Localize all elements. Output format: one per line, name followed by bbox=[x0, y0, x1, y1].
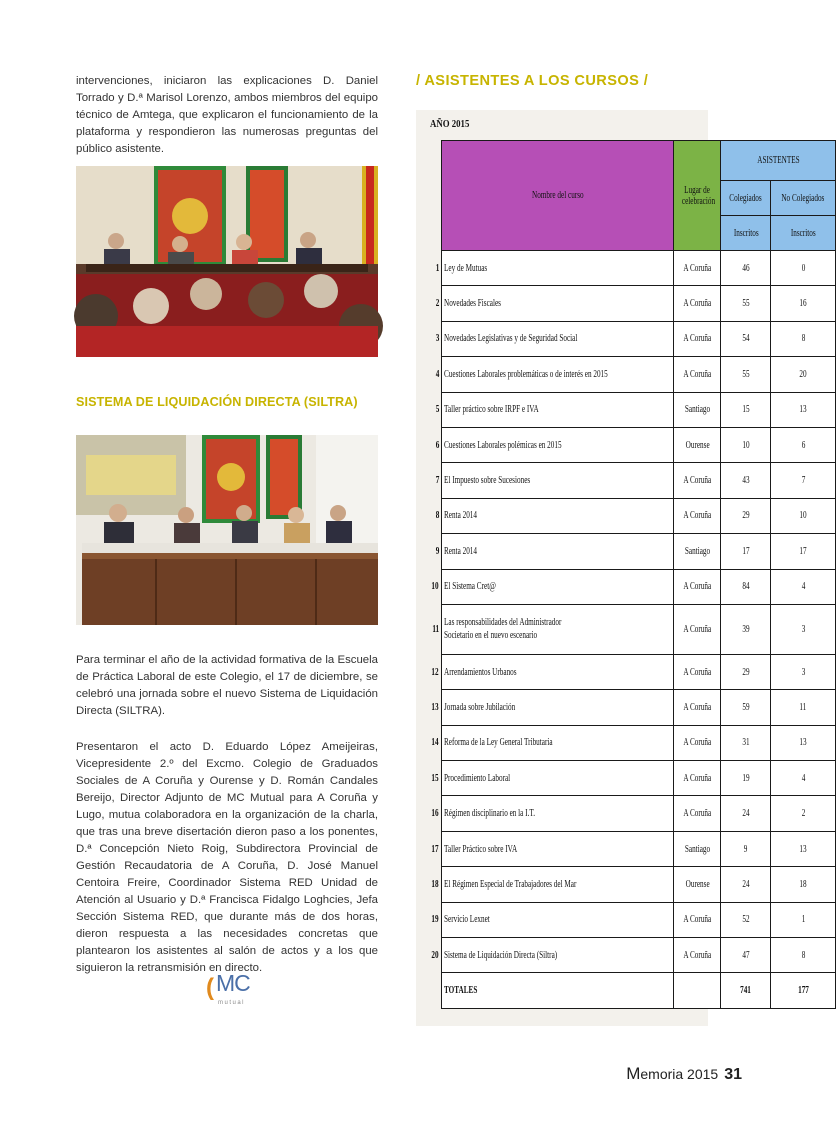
totals-label: TOTALES bbox=[442, 973, 674, 1009]
colegiados-count: 29 bbox=[721, 498, 771, 533]
totals-place bbox=[674, 973, 721, 1009]
colegiados-count: 55 bbox=[721, 357, 771, 392]
colegiados-count: 47 bbox=[721, 938, 771, 973]
row-number: 2 bbox=[435, 298, 440, 310]
table-row bbox=[428, 392, 836, 427]
colegiados-count: 39 bbox=[721, 604, 771, 654]
row-number: 18 bbox=[431, 878, 439, 890]
course-name: Procedimiento Laboral bbox=[442, 761, 674, 796]
colegiados-count: 46 bbox=[721, 251, 771, 286]
course-place: A Coruña bbox=[674, 796, 721, 831]
course-place: A Coruña bbox=[674, 604, 721, 654]
row-number: 20 bbox=[431, 949, 439, 961]
totals-row bbox=[428, 973, 836, 1009]
table-row bbox=[428, 321, 836, 356]
logo-mark: MC bbox=[216, 970, 250, 996]
row-number: 6 bbox=[435, 439, 440, 451]
table-row bbox=[428, 902, 836, 937]
colegiados-count: 31 bbox=[721, 725, 771, 760]
course-place: A Coruña bbox=[674, 761, 721, 796]
no-colegiados-count: 3 bbox=[771, 604, 836, 654]
colegiados-count: 52 bbox=[721, 902, 771, 937]
asistentes-table-scan bbox=[416, 110, 825, 1026]
course-name: Renta 2014 bbox=[442, 498, 674, 533]
table-row bbox=[428, 427, 836, 462]
colegiados-count: 54 bbox=[721, 321, 771, 356]
course-name: Novedades Fiscales bbox=[442, 286, 674, 321]
table-row bbox=[428, 831, 836, 866]
no-colegiados-count: 2 bbox=[771, 796, 836, 831]
table-year: AÑO 2015 bbox=[430, 118, 470, 130]
asistentes-title: / ASISTENTES A LOS CURSOS / bbox=[416, 73, 649, 89]
row-number: 11 bbox=[431, 623, 439, 635]
mc-mutual-logo bbox=[206, 970, 256, 1014]
course-name: Cuestiones Laborales problemáticas o de interés en 2015 bbox=[442, 357, 674, 392]
row-number: 3 bbox=[435, 333, 440, 345]
no-colegiados-count: 8 bbox=[771, 938, 836, 973]
no-colegiados-count: 13 bbox=[771, 392, 836, 427]
no-colegiados-count: 4 bbox=[771, 761, 836, 796]
table-row bbox=[428, 796, 836, 831]
course-place: Santiago bbox=[674, 534, 721, 569]
colegiados-count: 17 bbox=[721, 534, 771, 569]
header-course-name: Nombre del curso bbox=[442, 141, 674, 251]
row-number: 1 bbox=[435, 262, 440, 274]
table-row bbox=[428, 286, 836, 321]
course-place: Santiago bbox=[674, 831, 721, 866]
conference-photo-1 bbox=[76, 166, 378, 357]
colegiados-count: 19 bbox=[721, 761, 771, 796]
conference-photo-2 bbox=[76, 435, 378, 625]
colegiados-count: 15 bbox=[721, 392, 771, 427]
footer-word: emoria 2015 bbox=[640, 1066, 719, 1082]
course-name: Las responsabilidades del Administrador Societario en el nuevo escenario bbox=[442, 604, 674, 654]
course-name: El Régimen Especial de Trabajadores del Mar bbox=[442, 867, 674, 902]
table-row bbox=[428, 654, 836, 689]
course-place: A Coruña bbox=[674, 902, 721, 937]
table-row bbox=[428, 569, 836, 604]
course-name: Reforma de la Ley General Tributaria bbox=[442, 725, 674, 760]
course-name: Cuestiones Laborales polémicas en 2015 bbox=[442, 427, 674, 462]
no-colegiados-count: 6 bbox=[771, 427, 836, 462]
course-place: Ourense bbox=[674, 427, 721, 462]
course-place: Santiago bbox=[674, 392, 721, 427]
totals-colegiados: 741 bbox=[721, 973, 771, 1009]
page-footer bbox=[626, 1064, 742, 1084]
siltra-section-title: SISTEMA DE LIQUIDACIÓN DIRECTA (SILTRA) bbox=[76, 395, 358, 409]
course-place: A Coruña bbox=[674, 690, 721, 725]
no-colegiados-count: 13 bbox=[771, 831, 836, 866]
row-number: 16 bbox=[431, 808, 439, 820]
footer-initial: M bbox=[626, 1064, 641, 1083]
course-name: Arrendamientos Urbanos bbox=[442, 654, 674, 689]
page-number: 31 bbox=[724, 1066, 742, 1083]
row-number: 10 bbox=[431, 581, 439, 593]
course-place: A Coruña bbox=[674, 654, 721, 689]
table-row bbox=[428, 938, 836, 973]
no-colegiados-count: 17 bbox=[771, 534, 836, 569]
course-place: A Coruña bbox=[674, 251, 721, 286]
logo-bracket-icon: ( bbox=[206, 974, 214, 1001]
course-place: A Coruña bbox=[674, 286, 721, 321]
no-colegiados-count: 20 bbox=[771, 357, 836, 392]
no-colegiados-count: 10 bbox=[771, 498, 836, 533]
totals-no-colegiados: 177 bbox=[771, 973, 836, 1009]
row-number: 8 bbox=[435, 510, 440, 522]
table-row bbox=[428, 761, 836, 796]
course-place: A Coruña bbox=[674, 569, 721, 604]
row-number: 4 bbox=[435, 368, 440, 380]
colegiados-count: 10 bbox=[721, 427, 771, 462]
table-row bbox=[428, 357, 836, 392]
course-name: Sistema de Liquidación Directa (Siltra) bbox=[442, 938, 674, 973]
row-number: 13 bbox=[431, 701, 439, 713]
asistentes-table bbox=[428, 140, 836, 1009]
no-colegiados-count: 4 bbox=[771, 569, 836, 604]
course-place: Ourense bbox=[674, 867, 721, 902]
siltra-paragraph-2: Presentaron el acto D. Eduardo López Ameijeiras, Vicepresidente 2.º del Excmo. Colegio de Graduados Sociales de A Coruña y Ourense y D. Román Candales Bereijo, Director Adjunto de MC Mutual para A Coruña y Lugo, mutua colaboradora en la organización de la charla, que tras una breve disertación dieron paso a los ponentes, D.ª Concepción Nieto Roig, Subdirectora Provincial de Gestión Recaudatoria de A Coruña, D. José Manuel Centoira Freire, Coordinador Sistema RED Unidad de Atención al Usuario y D.ª Francisca Fidalgo Loghcies, Jefa Sección Sistema RED, que durante más de dos horas, dieron respuesta a las necesidades concretas que plantearon los asistentes al salón de actos y a los que siguieron la retransmisión en directo. bbox=[76, 741, 378, 974]
row-number: 14 bbox=[431, 737, 439, 749]
table-row bbox=[428, 604, 836, 654]
no-colegiados-count: 3 bbox=[771, 654, 836, 689]
no-colegiados-count: 8 bbox=[771, 321, 836, 356]
no-colegiados-count: 18 bbox=[771, 867, 836, 902]
no-colegiados-count: 1 bbox=[771, 902, 836, 937]
table-row bbox=[428, 690, 836, 725]
course-place: A Coruña bbox=[674, 725, 721, 760]
course-place: A Coruña bbox=[674, 498, 721, 533]
row-number: 12 bbox=[431, 666, 439, 678]
row-number: 17 bbox=[431, 843, 439, 855]
table-row bbox=[428, 534, 836, 569]
table-row bbox=[428, 725, 836, 760]
header-no-colegiados: No Colegiados bbox=[771, 181, 836, 216]
colegiados-count: 43 bbox=[721, 463, 771, 498]
header-colegiados: Colegiados bbox=[721, 181, 771, 216]
course-name: Taller Práctico sobre IVA bbox=[442, 831, 674, 866]
siltra-paragraph-1: Para terminar el año de la actividad formativa de la Escuela de Práctica Laboral de este Colegio, el 17 de diciembre, se celebró una jornada sobre el nuevo Sistema de Liquidación Directa (SILTRA). bbox=[76, 654, 378, 717]
header-inscritos-2: Inscritos bbox=[771, 216, 836, 251]
intro-paragraph: intervenciones, iniciaron las explicaciones D. Daniel Torrado y D.ª Marisol Lorenzo, ambos miembros del equipo técnico de Amtega, que explicaron el funcionamiento de la plataforma y respondieron las numerosas preguntas del público asistente. bbox=[76, 75, 378, 155]
no-colegiados-count: 7 bbox=[771, 463, 836, 498]
row-number: 9 bbox=[435, 545, 440, 557]
course-name: Novedades Legislativas y de Seguridad Social bbox=[442, 321, 674, 356]
header-inscritos-1: Inscritos bbox=[721, 216, 771, 251]
course-place: A Coruña bbox=[674, 463, 721, 498]
colegiados-count: 29 bbox=[721, 654, 771, 689]
course-name: Ley de Mutuas bbox=[442, 251, 674, 286]
course-place: A Coruña bbox=[674, 357, 721, 392]
row-number: 15 bbox=[431, 772, 439, 784]
colegiados-count: 84 bbox=[721, 569, 771, 604]
colegiados-count: 9 bbox=[721, 831, 771, 866]
table-row bbox=[428, 251, 836, 286]
table-row bbox=[428, 463, 836, 498]
course-name: Régimen disciplinario en la I.T. bbox=[442, 796, 674, 831]
row-number: 19 bbox=[431, 914, 439, 926]
course-name: Renta 2014 bbox=[442, 534, 674, 569]
course-name: El Sistema Cret@ bbox=[442, 569, 674, 604]
colegiados-count: 24 bbox=[721, 796, 771, 831]
header-place: Lugar de celebración bbox=[674, 141, 721, 251]
colegiados-count: 24 bbox=[721, 867, 771, 902]
header-asistentes: ASISTENTES bbox=[721, 141, 836, 181]
table-row bbox=[428, 867, 836, 902]
course-name: Servicio Lexnet bbox=[442, 902, 674, 937]
logo-sub: mutual bbox=[218, 1000, 246, 1006]
colegiados-count: 59 bbox=[721, 690, 771, 725]
no-colegiados-count: 13 bbox=[771, 725, 836, 760]
course-name: Taller práctico sobre IRPF e IVA bbox=[442, 392, 674, 427]
no-colegiados-count: 11 bbox=[771, 690, 836, 725]
no-colegiados-count: 0 bbox=[771, 251, 836, 286]
course-name: Jornada sobre Jubilación bbox=[442, 690, 674, 725]
no-colegiados-count: 16 bbox=[771, 286, 836, 321]
course-place: A Coruña bbox=[674, 938, 721, 973]
row-number: 5 bbox=[435, 404, 440, 416]
table-row bbox=[428, 498, 836, 533]
course-name: El Impuesto sobre Sucesiones bbox=[442, 463, 674, 498]
colegiados-count: 55 bbox=[721, 286, 771, 321]
course-place: A Coruña bbox=[674, 321, 721, 356]
row-number: 7 bbox=[435, 475, 440, 487]
